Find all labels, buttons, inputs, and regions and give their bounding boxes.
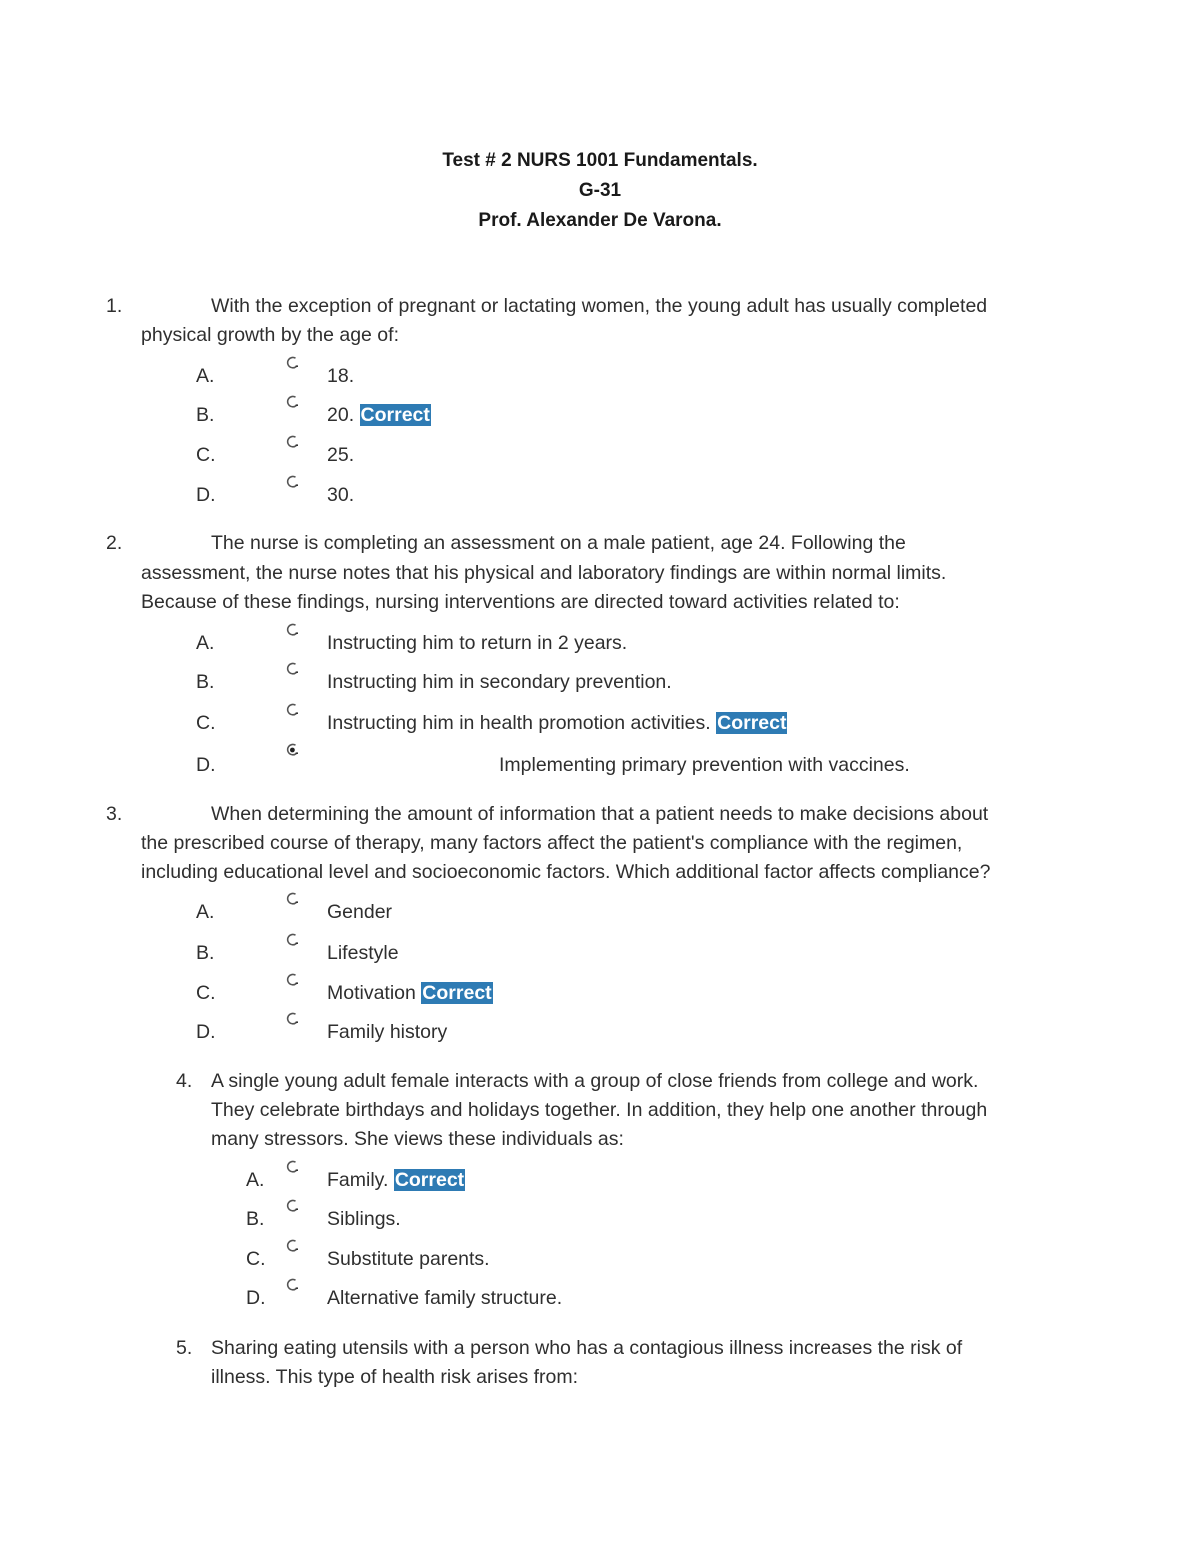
option-letter: B. [196, 671, 215, 693]
question-number: 1. [106, 295, 123, 317]
option-letter: C. [196, 444, 216, 466]
question-text-line: They celebrate birthdays and holidays together. In addition, they help one another through [211, 1099, 988, 1121]
option-text [327, 979, 493, 1007]
question-text-line: Because of these findings, nursing interventions are directed toward activities related to: [141, 591, 900, 613]
question-text-line: Sharing eating utensils with a person who has a contagious illness increases the risk of [211, 1337, 963, 1359]
question-text-line: physical growth by the age of: [141, 324, 399, 346]
radio-button-icon[interactable] [285, 394, 301, 410]
question-number: 5. [176, 1337, 193, 1359]
option-text [327, 709, 787, 737]
option-letter: C. [196, 712, 216, 734]
question-text-line: the prescribed course of therapy, many factors affect the patient's compliance with the regimen, [141, 832, 963, 854]
radio-button-icon[interactable] [285, 1238, 301, 1254]
radio-button-selected-icon[interactable] [285, 742, 301, 758]
option-text: 30. [327, 484, 355, 506]
radio-button-icon[interactable] [285, 661, 301, 677]
question-text-line: A single young adult female interacts with a group of close friends from college and work. [211, 1070, 979, 1092]
correct-badge: Correct [394, 1169, 465, 1191]
radio-button-icon[interactable] [285, 622, 301, 638]
option-letter: D. [246, 1287, 266, 1309]
option-letter: B. [196, 942, 215, 964]
question-number: 4. [176, 1070, 193, 1092]
option-text: Alternative family structure. [327, 1287, 563, 1309]
test-title: Test # 2 NURS 1001 Fundamentals. [442, 150, 758, 171]
option-letter: C. [246, 1248, 266, 1270]
option-text: Instructing him to return in 2 years. [327, 632, 628, 654]
option-letter: A. [196, 365, 215, 387]
radio-button-icon[interactable] [285, 932, 301, 948]
radio-button-icon[interactable] [285, 702, 301, 718]
option-text [327, 401, 431, 429]
option-letter: B. [196, 404, 215, 426]
question-text-line: many stressors. She views these individuals as: [211, 1128, 624, 1150]
radio-button-icon[interactable] [285, 1198, 301, 1214]
option-text: Gender [327, 901, 393, 923]
group-code: G-31 [578, 180, 622, 201]
option-text: 25. [327, 444, 355, 466]
question-text-line: The nurse is completing an assessment on a male patient, age 24. Following the [211, 532, 906, 554]
question-text-line: illness. This type of health risk arises from: [211, 1366, 579, 1388]
option-letter: A. [196, 632, 215, 654]
option-letter: D. [196, 1021, 216, 1043]
radio-button-icon[interactable] [285, 434, 301, 450]
radio-button-icon[interactable] [285, 355, 301, 371]
option-letter: A. [196, 901, 215, 923]
question-number: 3. [106, 803, 123, 825]
professor-name: Prof. Alexander De Varona. [478, 210, 722, 231]
correct-badge: Correct [422, 982, 492, 1004]
question-text-line: When determining the amount of information that a patient needs to make decisions about [211, 803, 989, 825]
option-letter: A. [246, 1169, 265, 1191]
option-letter: D. [196, 484, 216, 506]
question-text-line: With the exception of pregnant or lactating women, the young adult has usually completed [211, 295, 988, 317]
option-letter: D. [196, 754, 216, 776]
question-number: 2. [106, 532, 123, 554]
radio-button-icon[interactable] [285, 474, 301, 490]
option-letter: B. [246, 1208, 265, 1230]
document-header [0, 146, 1200, 236]
correct-badge: Correct [360, 404, 430, 426]
radio-button-icon[interactable] [285, 891, 301, 907]
correct-badge: Correct [717, 712, 787, 734]
option-text: Lifestyle [327, 942, 399, 964]
option-text [327, 1166, 465, 1194]
option-text: Instructing him in secondary prevention. [327, 671, 672, 693]
option-text: Implementing primary prevention with vaccines. [499, 754, 910, 776]
radio-button-icon[interactable] [285, 1159, 301, 1175]
radio-button-icon[interactable] [285, 1011, 301, 1027]
option-text: Siblings. [327, 1208, 401, 1230]
option-letter: C. [196, 982, 216, 1004]
radio-button-icon[interactable] [285, 972, 301, 988]
radio-button-icon[interactable] [285, 1277, 301, 1293]
option-text: 18. [327, 365, 355, 387]
question-text-line: including educational level and socioeconomic factors. Which additional factor affects compliance? [141, 861, 991, 883]
option-text-value: Motivation [327, 982, 416, 1004]
option-text-value: Instructing him in health promotion activities. [327, 712, 711, 734]
question-text-line: assessment, the nurse notes that his physical and laboratory findings are within normal limits. [141, 562, 947, 584]
option-text-value: 20. [327, 404, 355, 426]
option-text: Family history [327, 1021, 448, 1043]
option-text: Substitute parents. [327, 1248, 490, 1270]
option-text-value: Family. [327, 1169, 389, 1191]
